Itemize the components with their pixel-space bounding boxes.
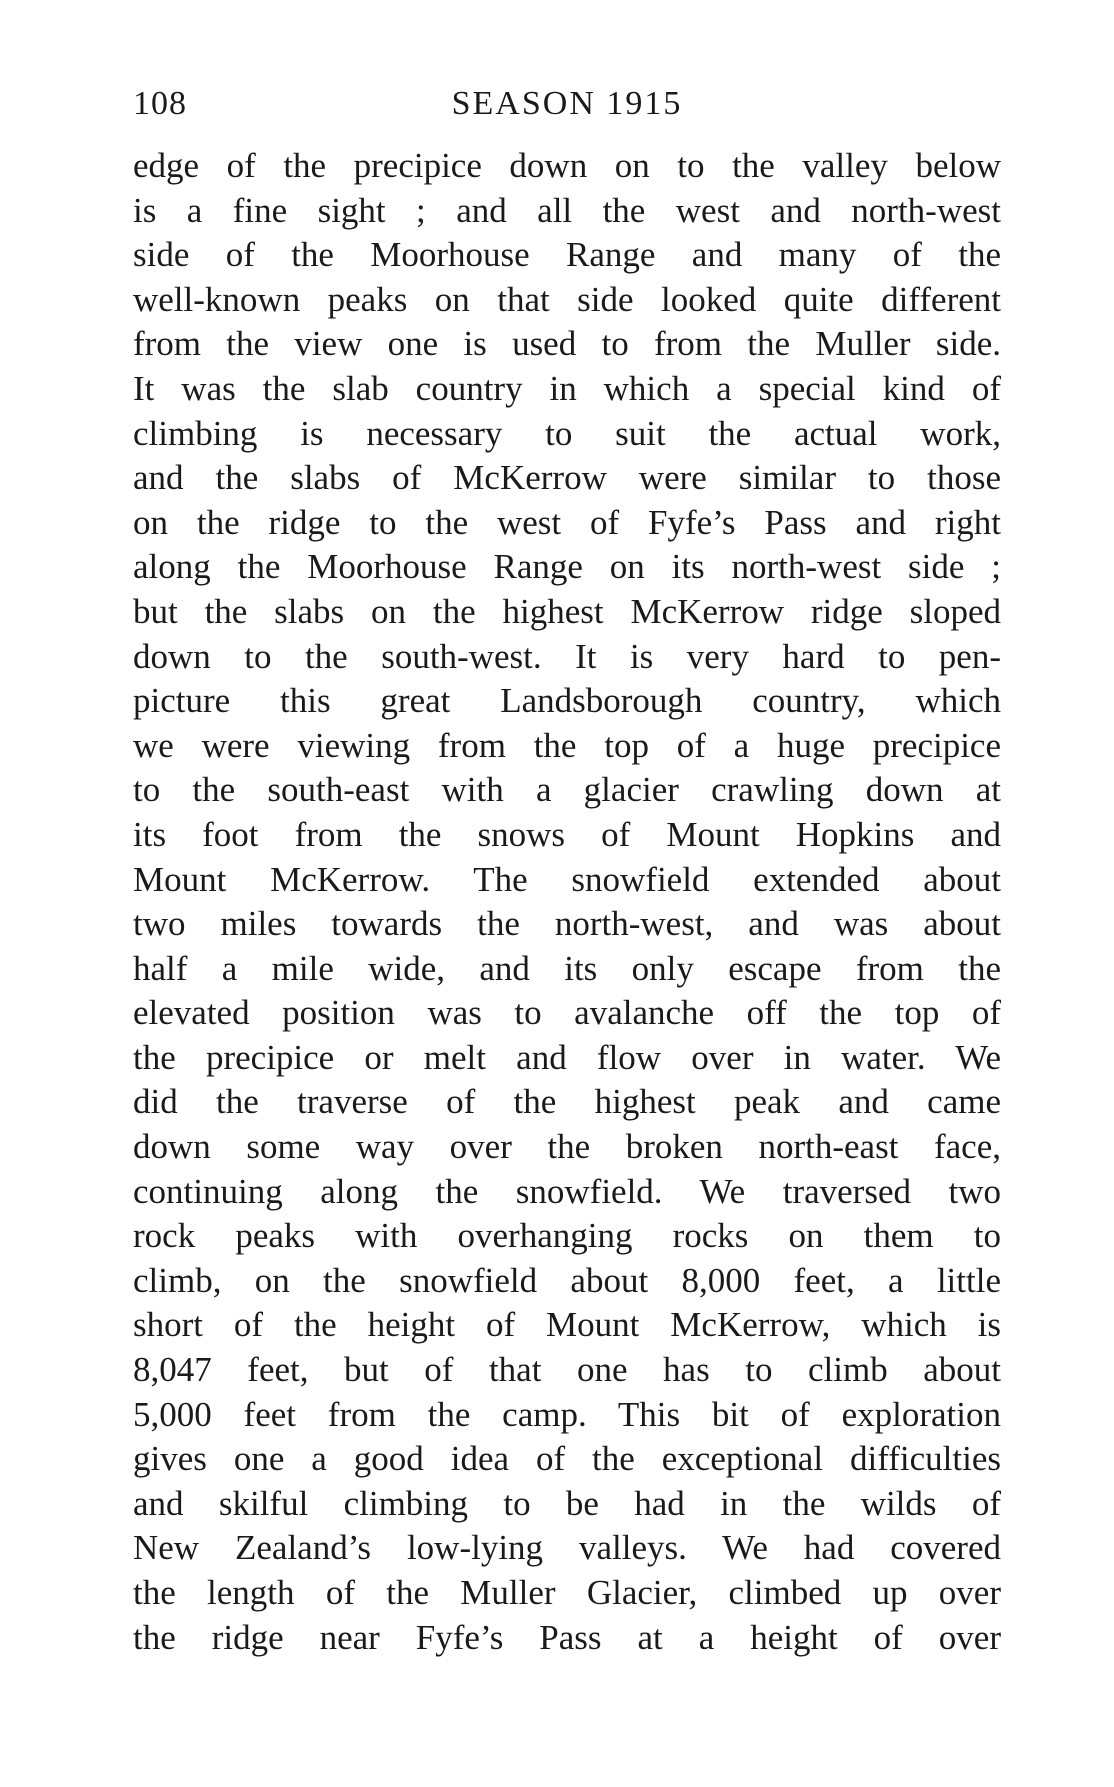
text-line: well-known peaks on that side looked quite different: [133, 279, 1001, 319]
text-line: Mount McKerrow. The snowfield extended about: [133, 859, 1001, 899]
body-text: [133, 144, 1001, 1660]
text-line: short of the height of Mount McKerrow, which is: [133, 1305, 1001, 1345]
text-line: 8,047 feet, but of that one has to climb about: [133, 1350, 1001, 1390]
text-line: side of the Moorhouse Range and many of the: [133, 235, 1001, 275]
text-line: the precipice or melt and flow over in water. We: [133, 1037, 1001, 1077]
text-line: is a fine sight ; and all the west and north-west: [133, 190, 1001, 230]
text-line: two miles towards the north-west, and was about: [133, 904, 1001, 944]
text-line: It was the slab country in which a special kind of: [133, 368, 1001, 408]
running-head: [133, 82, 1001, 126]
page-number: 108: [133, 85, 187, 122]
text-line: the length of the Muller Glacier, climbed up over: [133, 1573, 1001, 1612]
text-line: climb, on the snowfield about 8,000 feet, a little: [133, 1260, 1001, 1300]
text-line: elevated position was to avalanche off the top of: [133, 993, 1001, 1033]
text-line: the ridge near Fyfe’s Pass at a height of over: [133, 1617, 1001, 1657]
running-title: SEASON 1915: [451, 85, 683, 122]
text-line: and the slabs of McKerrow were similar to those: [133, 458, 1001, 498]
text-line: continuing along the snowfield. We traversed two: [133, 1171, 1001, 1211]
text-line: from the view one is used to from the Muller side.: [133, 324, 1001, 364]
text-line: New Zealand’s low-lying valleys. We had covered: [133, 1528, 1001, 1568]
text-line: along the Moorhouse Range on its north-west side ;: [133, 547, 1001, 587]
text-line: its foot from the snows of Mount Hopkins and: [133, 814, 1001, 854]
text-line: half a mile wide, and its only escape from the: [133, 948, 1001, 988]
text-line: to the south-east with a glacier crawling down at: [133, 770, 1001, 810]
text-line: did the traverse of the highest peak and came: [133, 1082, 1001, 1122]
text-line: picture this great Landsborough country, which: [133, 681, 1001, 721]
text-line: down some way over the broken north-east face,: [133, 1127, 1001, 1167]
text-line: and skilful climbing to be had in the wilds of: [133, 1483, 1001, 1523]
text-line: down to the south-west. It is very hard to pen-: [133, 636, 1001, 676]
text-line: climbing is necessary to suit the actual work,: [133, 413, 1001, 453]
text-line: rock peaks with overhanging rocks on them to: [133, 1216, 1001, 1256]
text-line: on the ridge to the west of Fyfe’s Pass and right: [133, 502, 1001, 542]
text-line: 5,000 feet from the camp. This bit of exploration: [133, 1394, 1001, 1434]
text-line: but the slabs on the highest McKerrow ridge sloped: [133, 591, 1001, 631]
text-line: gives one a good idea of the exceptional difficulties: [133, 1439, 1001, 1479]
text-line: edge of the precipice down on to the valley below: [133, 146, 1001, 185]
text-line: we were viewing from the top of a huge precipice: [133, 725, 1001, 765]
